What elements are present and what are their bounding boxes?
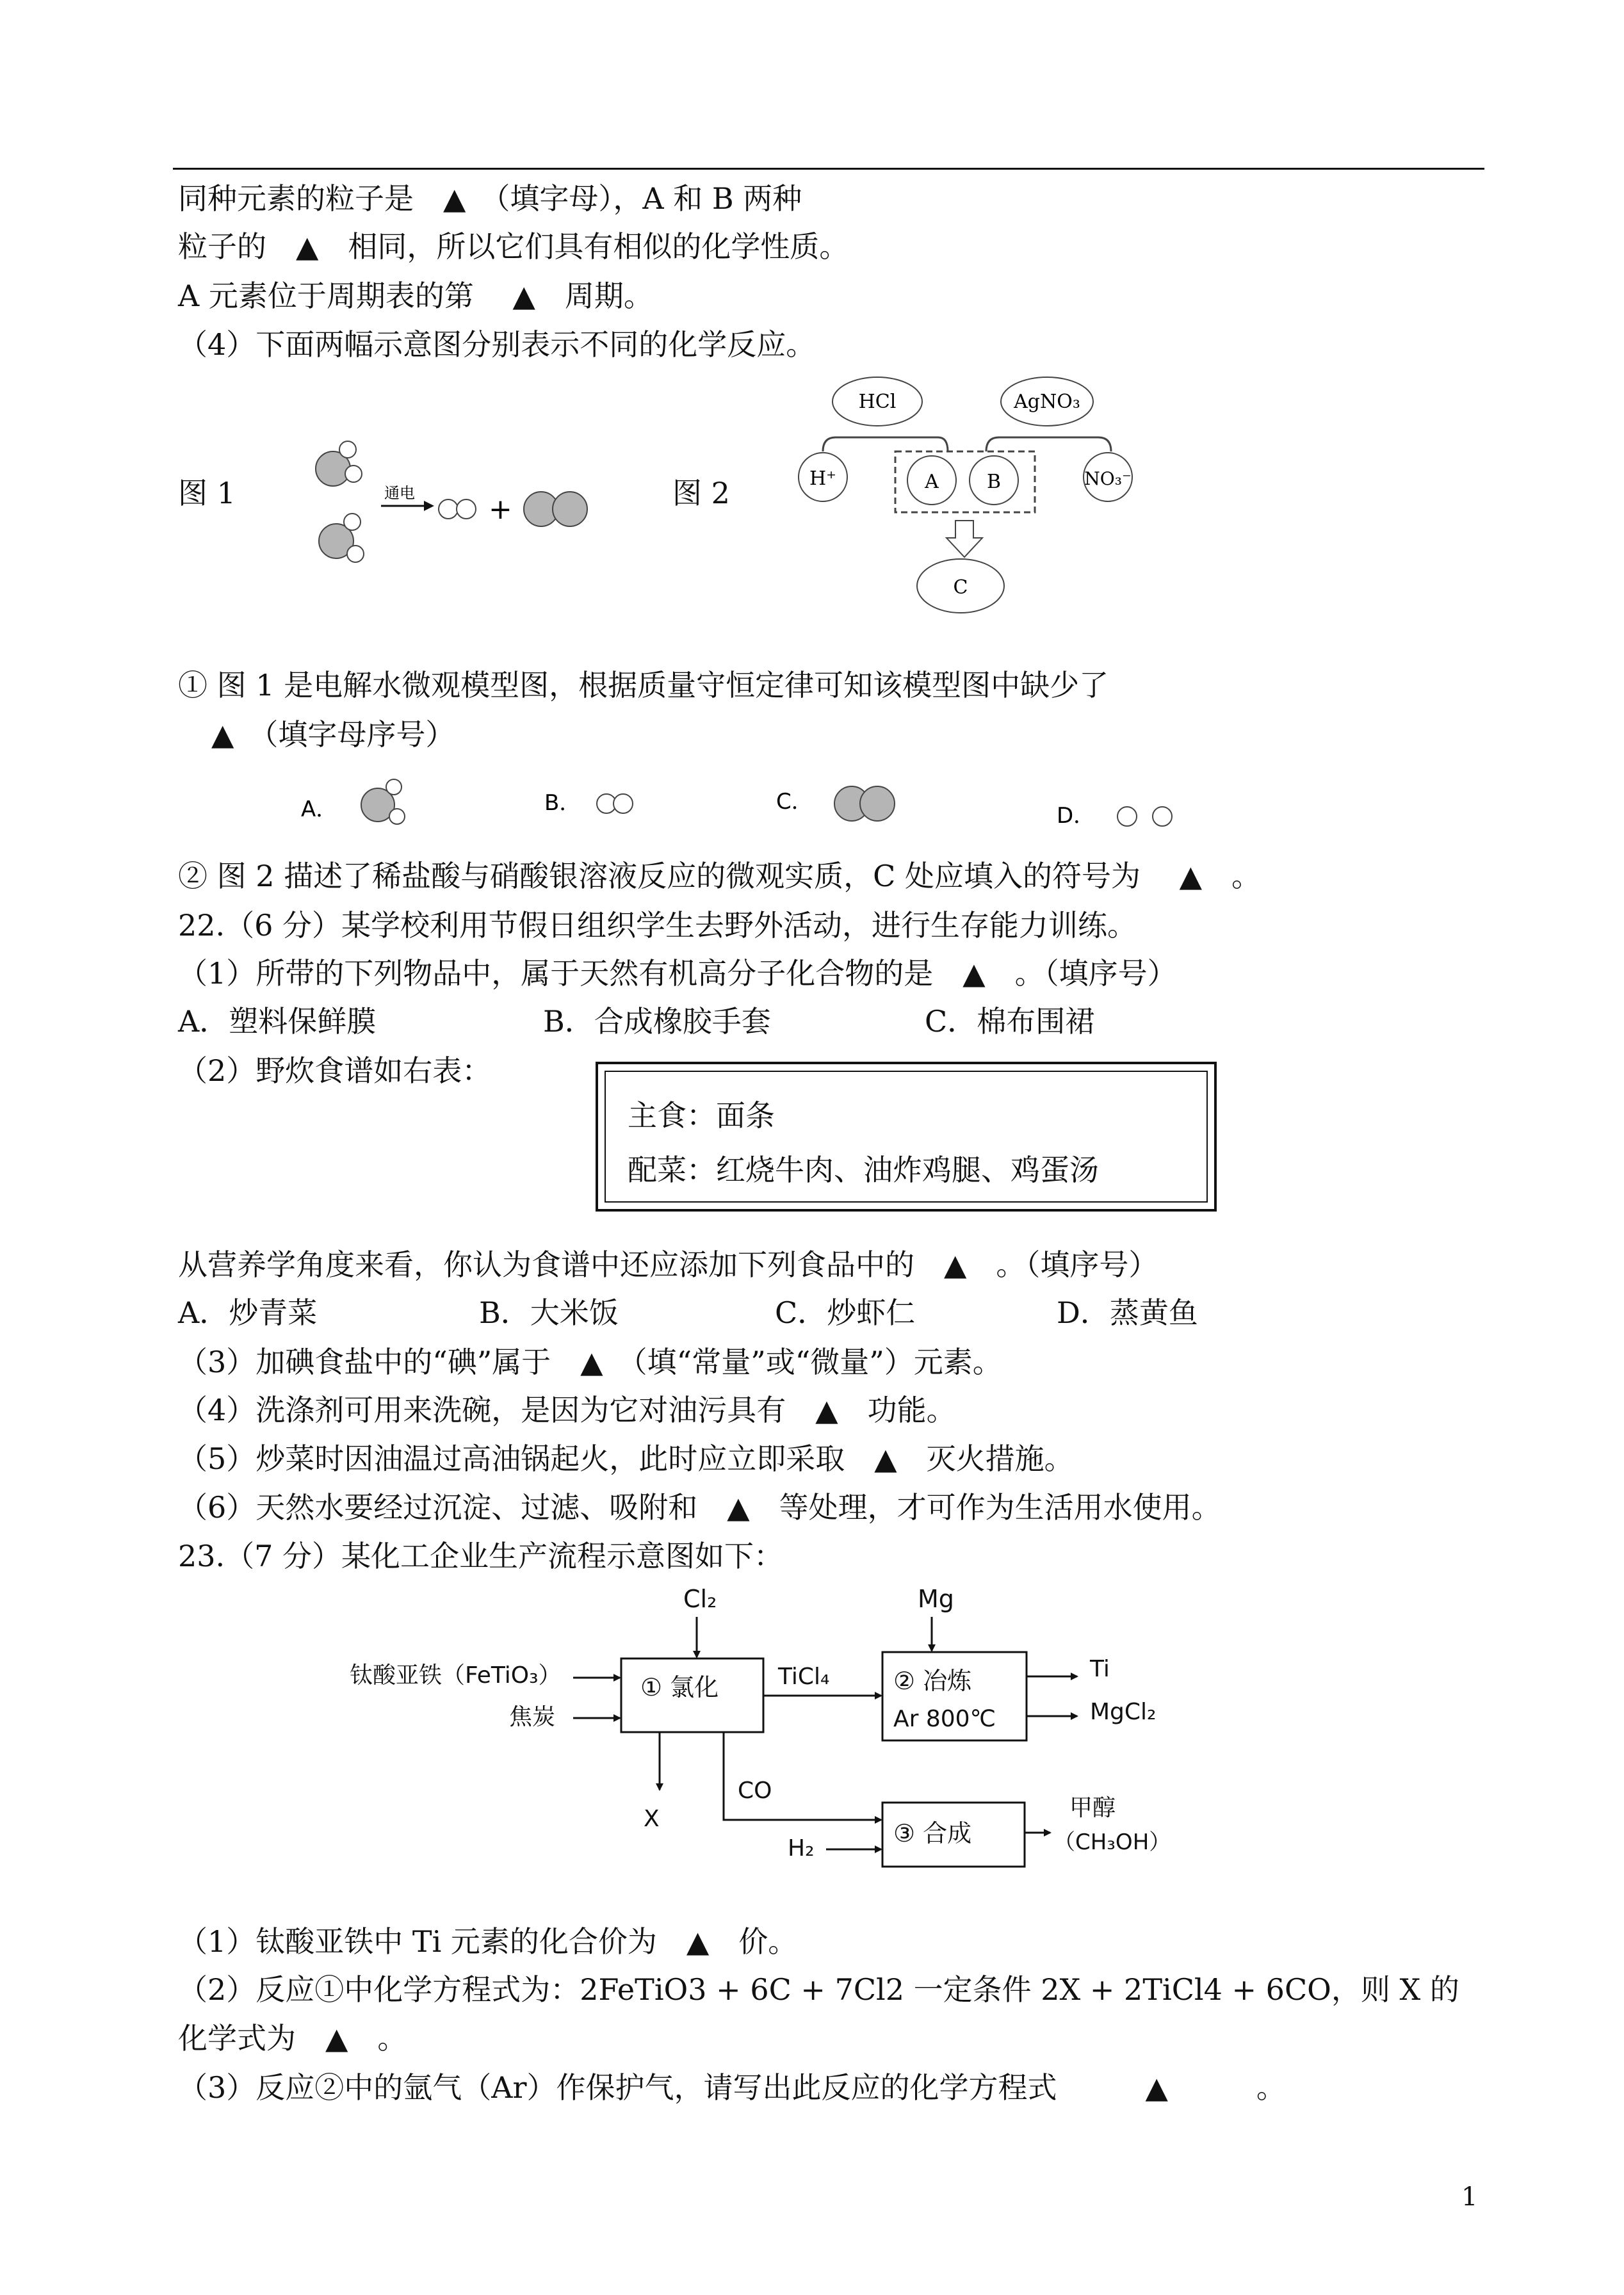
electrolysis-label: 通电 [384, 484, 415, 502]
ion-a-label: A [925, 471, 939, 493]
methanol-formula: （CH₃OH） [1053, 1829, 1171, 1855]
menu-staple: 主食：面条 [628, 1098, 775, 1133]
hydrogen-atom [386, 779, 402, 795]
arrow-head [424, 501, 434, 511]
hydrogen-atom [339, 441, 356, 458]
text-line: 同种元素的粒子是 ▲ （填字母），A 和 B 两种 [178, 181, 802, 216]
co-label: CO [738, 1778, 772, 1804]
question-text: ② 图 2 描述了稀盐酸与硝酸银溶液反应的微观实质，C 处应填入的符号为 ▲ 。 [178, 859, 1261, 893]
h2-label: H₂ [788, 1835, 815, 1861]
page-number: 1 [1461, 2182, 1478, 2212]
question-text: （1）钛酸亚铁中 Ti 元素的化合价为 ▲ 价。 [178, 1924, 798, 1959]
oxygen-atom [860, 786, 895, 821]
question-text: （3）加碘食盐中的“碘”属于 ▲ （填“常量”或“微量”）元素。 [178, 1345, 1002, 1379]
figure-1-diagram [301, 429, 608, 576]
h-ion-label: H⁺ [809, 467, 836, 490]
question-text: （4）洗涤剂可用来洗碗，是因为它对油污具有 ▲ 功能。 [178, 1393, 956, 1427]
text-line: 粒子的 ▲ 相同，所以它们具有相似的化学性质。 [178, 229, 849, 264]
ticl4-label: TiCl₄ [778, 1664, 830, 1690]
option-text: A．炒青菜 [178, 1295, 318, 1330]
oxygen-atom [553, 492, 587, 526]
text-line: A 元素位于周期表的第 ▲ 周期。 [178, 279, 653, 313]
step-chlorination: ① 氯化 [640, 1673, 719, 1701]
figure-1-label: 图 1 [178, 476, 236, 510]
figure-2-label: 图 2 [672, 476, 730, 510]
option-text: C．炒虾仁 [775, 1295, 916, 1330]
option-text: C．棉布围裙 [925, 1004, 1095, 1039]
down-arrow [946, 521, 982, 557]
question-text: （5）炒菜时因油温过高油锅起火，此时应立即采取 ▲ 灭火措施。 [178, 1441, 1074, 1476]
text-line: （4）下面两幅示意图分别表示不同的化学反应。 [178, 327, 816, 362]
agno3-label: AgNO₃ [1014, 391, 1080, 413]
menu-dishes: 配菜：红烧牛肉、油炸鸡腿、鸡蛋汤 [628, 1153, 1099, 1187]
agno3-brace [986, 437, 1111, 451]
hydrogen-atom [439, 499, 458, 519]
question-heading: 23.（7 分）某化工企业生产流程示意图如下： [178, 1539, 784, 1573]
option-d-atom [1153, 807, 1172, 826]
option-text: B．合成橡胶手套 [543, 1004, 771, 1039]
option-c-label: C． [776, 789, 813, 815]
hydrogen-atom [344, 514, 361, 530]
hydrogen-atom [389, 809, 405, 824]
option-d-atom [1117, 807, 1137, 826]
option-text: B．大米饭 [479, 1295, 619, 1330]
answer-options-row [301, 772, 1223, 829]
feed-fetio3-label: 钛酸亚铁（FeTiO₃） [350, 1662, 562, 1689]
question-text: （2）反应①中化学方程式为：2FeTiO3 + 6C + 7Cl2 一定条件 2X + 2TiCl4 + 6CO，则 X 的 [178, 1972, 1459, 2007]
question-text: 化学式为 ▲ 。 [178, 2021, 407, 2056]
question-heading: 22.（6 分）某学校利用节假日组织学生去野外活动，进行生存能力训练。 [178, 908, 1137, 943]
option-b-label: B． [544, 790, 581, 816]
question-text: （3）反应②中的氩气（Ar）作保护气，请写出此反应的化学方程式 ▲ 。 [178, 2070, 1286, 2105]
header-rule [173, 168, 1484, 170]
process-flowchart [346, 1582, 1230, 1889]
methanol-label: 甲醇 [1069, 1795, 1116, 1821]
mgcl2-product-label: MgCl₂ [1090, 1699, 1157, 1725]
nitrate-ion-label: NO₃⁻ [1084, 468, 1132, 489]
feed-coke-label: 焦炭 [509, 1704, 556, 1730]
option-d-label: D． [1057, 803, 1096, 829]
hcl-label: HCl [858, 391, 897, 413]
step-smelting: ② 冶炼 [893, 1667, 972, 1695]
question-text: （6）天然水要经过沉淀、过滤、吸附和 ▲ 等处理，才可作为生活用水使用。 [178, 1490, 1221, 1525]
question-text: ① 图 1 是电解水微观模型图，根据质量守恒定律可知该模型图中缺少了 [178, 668, 1109, 702]
mg-label: Mg [918, 1585, 954, 1613]
option-text: A．塑料保鲜膜 [178, 1004, 377, 1039]
hydrogen-atom [613, 794, 633, 813]
hydrogen-atom [345, 466, 362, 482]
cl2-label: Cl₂ [683, 1585, 717, 1613]
question-text: 从营养学角度来看，你认为食谱中还应添加下列食品中的 ▲ 。（填序号） [178, 1247, 1158, 1282]
hcl-brace [823, 437, 948, 451]
figure-2-diagram [788, 375, 1146, 621]
question-text: （2）野炊食谱如右表： [178, 1053, 492, 1088]
product-c-label: C [953, 576, 968, 599]
plus-sign: + [489, 493, 512, 526]
x-byproduct-label: X [644, 1806, 660, 1832]
step-synthesis: ③ 合成 [893, 1819, 972, 1847]
hydrogen-atom [347, 546, 364, 562]
ti-product-label: Ti [1090, 1656, 1110, 1682]
ion-b-label: B [986, 471, 1002, 493]
option-a-label: A． [301, 797, 338, 822]
question-text: ▲ （填字母序号） [211, 717, 455, 752]
co-arrow [724, 1732, 881, 1820]
smelting-conditions: Ar 800℃ [893, 1706, 996, 1732]
question-text: （1）所带的下列物品中，属于天然有机高分子化合物的是 ▲ 。（填序号） [178, 956, 1177, 991]
hydrogen-atom [457, 499, 476, 519]
option-text: D．蒸黄鱼 [1057, 1295, 1198, 1330]
